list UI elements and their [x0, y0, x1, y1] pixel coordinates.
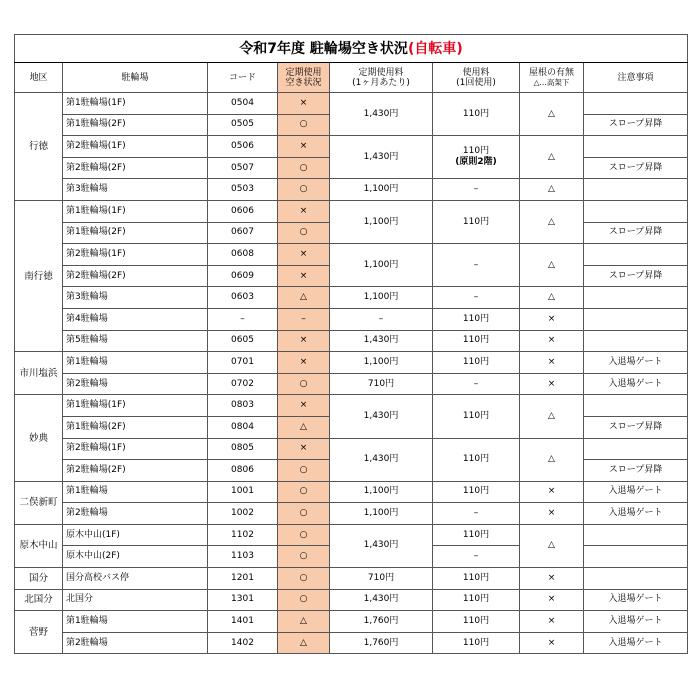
status-cell: – — [278, 308, 330, 330]
monthly-fee-cell: 1,100円 — [330, 287, 433, 309]
area-cell: 行徳 — [15, 93, 63, 201]
parking-name-cell: 第1駐輪場(1F) — [63, 93, 208, 115]
table-row — [15, 589, 688, 611]
parking-name-cell: 第1駐輪場(1F) — [63, 200, 208, 222]
header-row — [15, 63, 688, 93]
parking-name-cell: 第1駐輪場(2F) — [63, 114, 208, 136]
notes-cell — [584, 136, 688, 158]
parking-name-cell: 国分高校バス停 — [63, 568, 208, 590]
status-cell: ○ — [278, 179, 330, 201]
notes-cell: スロープ昇降 — [584, 157, 688, 179]
code-cell: 0806 — [208, 460, 278, 482]
monthly-fee-cell: 1,100円 — [330, 481, 433, 503]
status-cell: ○ — [278, 157, 330, 179]
single-fee-cell: 110円 — [433, 352, 520, 374]
single-fee-cell: 110円 — [433, 93, 520, 136]
monthly-fee-cell: 1,430円 — [330, 136, 433, 179]
table-row — [15, 179, 688, 201]
parking-name-cell: 第4駐輪場 — [63, 308, 208, 330]
notes-cell: 入退場ゲート — [584, 352, 688, 374]
single-fee-cell: 110円 — [433, 308, 520, 330]
single-fee-cell: – — [433, 503, 520, 525]
single-fee-condition: (原則2階) — [455, 157, 497, 168]
availability-table — [14, 34, 688, 654]
status-cell: △ — [278, 611, 330, 633]
roof-cell: × — [520, 632, 584, 654]
status-cell: × — [278, 395, 330, 417]
single-fee-value: 110円 — [462, 146, 490, 157]
single-fee-cell: – — [433, 179, 520, 201]
single-fee-cell: 110円 — [433, 330, 520, 352]
code-cell: 0503 — [208, 179, 278, 201]
roof-cell: × — [520, 568, 584, 590]
notes-cell: 入退場ゲート — [584, 589, 688, 611]
single-fee-cell: – — [433, 546, 520, 568]
roof-cell: × — [520, 503, 584, 525]
area-cell: 北国分 — [15, 589, 63, 611]
roof-cell: △ — [520, 136, 584, 179]
parking-name-cell: 第2駐輪場(2F) — [63, 460, 208, 482]
roof-cell: △ — [520, 179, 584, 201]
status-cell: × — [278, 244, 330, 266]
notes-cell: 入退場ゲート — [584, 503, 688, 525]
status-cell: △ — [278, 416, 330, 438]
monthly-fee-cell: 1,100円 — [330, 244, 433, 287]
roof-cell: △ — [520, 200, 584, 243]
single-fee-cell: 110円 — [433, 589, 520, 611]
code-cell: 1301 — [208, 589, 278, 611]
single-fee-cell: 110円 — [433, 568, 520, 590]
status-cell: × — [278, 200, 330, 222]
parking-name-cell: 第1駐輪場(1F) — [63, 395, 208, 417]
code-cell: 0504 — [208, 93, 278, 115]
notes-cell — [584, 179, 688, 201]
roof-cell: × — [520, 352, 584, 374]
code-cell: 0803 — [208, 395, 278, 417]
parking-name-cell: 第2駐輪場 — [63, 632, 208, 654]
status-cell: ○ — [278, 373, 330, 395]
code-cell: 0606 — [208, 200, 278, 222]
header-monthly-fee: 定期使用料 (1ヶ月あたり) — [330, 63, 433, 93]
single-fee-cell: 110円 — [433, 200, 520, 243]
code-cell: 1002 — [208, 503, 278, 525]
notes-cell: スロープ昇降 — [584, 222, 688, 244]
parking-name-cell: 第2駐輪場 — [63, 503, 208, 525]
parking-name-cell: 第3駐輪場 — [63, 287, 208, 309]
status-cell: △ — [278, 632, 330, 654]
roof-cell: × — [520, 330, 584, 352]
monthly-fee-cell: 1,100円 — [330, 503, 433, 525]
area-cell: 国分 — [15, 568, 63, 590]
table-row — [15, 632, 688, 654]
table-title — [15, 35, 688, 63]
monthly-fee-cell: 1,760円 — [330, 632, 433, 654]
title-main: 令和7年度 駐輪場空き状況 — [239, 40, 408, 57]
header-roof: 屋根の有無 △…高架下 — [520, 63, 584, 93]
roof-cell: △ — [520, 438, 584, 481]
area-cell: 菅野 — [15, 611, 63, 654]
notes-cell — [584, 308, 688, 330]
table-row — [15, 611, 688, 633]
table-body — [15, 93, 688, 654]
status-cell: △ — [278, 287, 330, 309]
notes-cell — [584, 438, 688, 460]
notes-cell: 入退場ゲート — [584, 632, 688, 654]
area-cell: 二俣新町 — [15, 481, 63, 524]
status-cell: ○ — [278, 568, 330, 590]
monthly-fee-cell: 710円 — [330, 568, 433, 590]
availability-table-container — [14, 34, 687, 654]
code-cell: 1401 — [208, 611, 278, 633]
status-cell: ○ — [278, 481, 330, 503]
parking-name-cell: 第2駐輪場(2F) — [63, 157, 208, 179]
table-row — [15, 93, 688, 115]
single-fee-cell: – — [433, 287, 520, 309]
monthly-fee-cell: 1,430円 — [330, 524, 433, 567]
parking-name-cell: 原木中山(2F) — [63, 546, 208, 568]
notes-cell — [584, 287, 688, 309]
single-fee-cell: 110円 — [433, 524, 520, 546]
notes-cell: スロープ昇降 — [584, 265, 688, 287]
notes-cell: 入退場ゲート — [584, 481, 688, 503]
status-cell: × — [278, 352, 330, 374]
code-cell: 1103 — [208, 546, 278, 568]
header-parking: 駐輪場 — [63, 63, 208, 93]
code-cell: 1402 — [208, 632, 278, 654]
notes-cell: スロープ昇降 — [584, 416, 688, 438]
notes-cell: スロープ昇降 — [584, 114, 688, 136]
roof-cell: × — [520, 373, 584, 395]
notes-cell — [584, 200, 688, 222]
notes-cell — [584, 395, 688, 417]
notes-cell — [584, 93, 688, 115]
roof-cell: × — [520, 589, 584, 611]
status-cell: ○ — [278, 524, 330, 546]
code-cell: 0603 — [208, 287, 278, 309]
code-cell: 0607 — [208, 222, 278, 244]
parking-name-cell: 第2駐輪場(1F) — [63, 244, 208, 266]
single-fee-cell: 110円 — [433, 611, 520, 633]
parking-name-cell: 第1駐輪場 — [63, 481, 208, 503]
single-fee-cell: 110円 — [433, 395, 520, 438]
roof-cell: △ — [520, 93, 584, 136]
table-row — [15, 524, 688, 546]
parking-name-cell: 第5駐輪場 — [63, 330, 208, 352]
title-suffix: (自転車) — [407, 40, 463, 57]
single-fee-cell: 110円 — [433, 481, 520, 503]
code-cell: 0605 — [208, 330, 278, 352]
table-row — [15, 200, 688, 222]
status-cell: ○ — [278, 503, 330, 525]
table-row — [15, 136, 688, 158]
notes-cell: 入退場ゲート — [584, 373, 688, 395]
code-cell: 1102 — [208, 524, 278, 546]
roof-cell: △ — [520, 244, 584, 287]
code-cell: 0608 — [208, 244, 278, 266]
single-fee-cell: 110円 — [433, 438, 520, 481]
roof-cell: △ — [520, 395, 584, 438]
monthly-fee-cell: 710円 — [330, 373, 433, 395]
table-row — [15, 438, 688, 460]
parking-name-cell: 第1駐輪場(2F) — [63, 416, 208, 438]
code-cell: – — [208, 308, 278, 330]
monthly-fee-cell: 1,430円 — [330, 438, 433, 481]
code-cell: 0507 — [208, 157, 278, 179]
code-cell: 0701 — [208, 352, 278, 374]
table-row — [15, 568, 688, 590]
single-fee-cell — [433, 136, 520, 179]
single-fee-cell: 110円 — [433, 632, 520, 654]
table-row — [15, 481, 688, 503]
parking-name-cell: 原木中山(1F) — [63, 524, 208, 546]
area-cell: 原木中山 — [15, 524, 63, 567]
status-cell: ○ — [278, 114, 330, 136]
notes-cell — [584, 244, 688, 266]
header-area: 地区 — [15, 63, 63, 93]
roof-cell: △ — [520, 287, 584, 309]
header-code: コード — [208, 63, 278, 93]
code-cell: 0505 — [208, 114, 278, 136]
notes-cell: スロープ昇降 — [584, 460, 688, 482]
code-cell: 0804 — [208, 416, 278, 438]
status-cell: × — [278, 93, 330, 115]
notes-cell — [584, 524, 688, 546]
table-row — [15, 330, 688, 352]
notes-cell — [584, 568, 688, 590]
table-row — [15, 244, 688, 266]
table-row — [15, 503, 688, 525]
monthly-fee-cell: 1,100円 — [330, 200, 433, 243]
notes-cell — [584, 330, 688, 352]
monthly-fee-cell: 1,430円 — [330, 395, 433, 438]
parking-name-cell: 第2駐輪場(1F) — [63, 136, 208, 158]
area-cell: 南行徳 — [15, 200, 63, 351]
monthly-fee-cell: 1,100円 — [330, 352, 433, 374]
single-fee-cell: – — [433, 244, 520, 287]
header-single-fee: 使用料 (1回使用) — [433, 63, 520, 93]
roof-cell: × — [520, 308, 584, 330]
monthly-fee-cell: 1,430円 — [330, 330, 433, 352]
parking-name-cell: 第1駐輪場(2F) — [63, 222, 208, 244]
notes-cell: 入退場ゲート — [584, 611, 688, 633]
code-cell: 0609 — [208, 265, 278, 287]
status-cell: × — [278, 330, 330, 352]
parking-name-cell: 第2駐輪場(2F) — [63, 265, 208, 287]
code-cell: 0506 — [208, 136, 278, 158]
header-status: 定期使用 空き状況 — [278, 63, 330, 93]
status-cell: ○ — [278, 222, 330, 244]
parking-name-cell: 第2駐輪場(1F) — [63, 438, 208, 460]
table-row — [15, 287, 688, 309]
status-cell: × — [278, 265, 330, 287]
parking-name-cell: 第2駐輪場 — [63, 373, 208, 395]
monthly-fee-cell: 1,100円 — [330, 179, 433, 201]
table-row — [15, 395, 688, 417]
roof-cell: △ — [520, 524, 584, 567]
notes-cell — [584, 546, 688, 568]
roof-cell: × — [520, 481, 584, 503]
single-fee-cell: – — [433, 373, 520, 395]
table-row — [15, 352, 688, 374]
monthly-fee-cell: – — [330, 308, 433, 330]
parking-name-cell: 第3駐輪場 — [63, 179, 208, 201]
code-cell: 0805 — [208, 438, 278, 460]
area-cell: 市川塩浜 — [15, 352, 63, 395]
roof-cell: × — [520, 611, 584, 633]
monthly-fee-cell: 1,430円 — [330, 589, 433, 611]
status-cell: × — [278, 438, 330, 460]
monthly-fee-cell: 1,760円 — [330, 611, 433, 633]
parking-name-cell: 第1駐輪場 — [63, 352, 208, 374]
monthly-fee-cell: 1,430円 — [330, 93, 433, 136]
table-row — [15, 373, 688, 395]
status-cell: ○ — [278, 460, 330, 482]
status-cell: ○ — [278, 546, 330, 568]
code-cell: 0702 — [208, 373, 278, 395]
header-notes: 注意事項 — [584, 63, 688, 93]
area-cell: 妙典 — [15, 395, 63, 481]
code-cell: 1001 — [208, 481, 278, 503]
status-cell: ○ — [278, 589, 330, 611]
parking-name-cell: 北国分 — [63, 589, 208, 611]
table-row — [15, 308, 688, 330]
status-cell: × — [278, 136, 330, 158]
parking-name-cell: 第1駐輪場 — [63, 611, 208, 633]
code-cell: 1201 — [208, 568, 278, 590]
